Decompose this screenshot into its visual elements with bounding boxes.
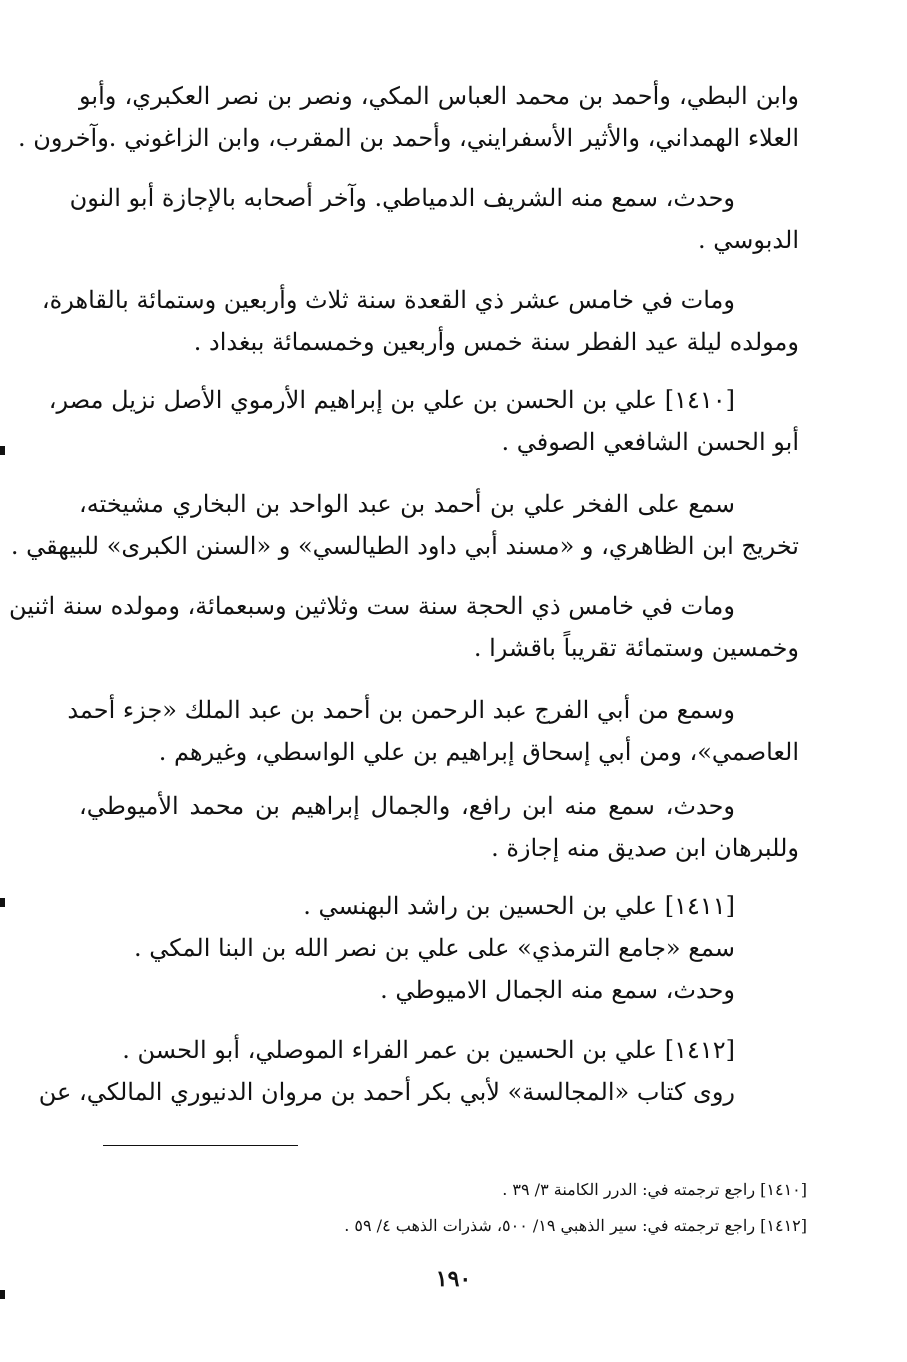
scan-edge-mark [0,898,5,907]
text-line: العلاء الهمداني، والأثير الأسفرايني، وأحمد بن المقرب، وابن الزاغوني .وآخرون . [18,124,799,152]
text-line: وللبرهان ابن صديق منه إجازة . [491,834,799,862]
text-line: ومولده ليلة عيد الفطر سنة خمس وأربعين وخمسمائة ببغداد . [193,328,799,356]
text-line: وحدث، سمع منه ابن رافع، والجمال إبراهيم بن محمد الأميوطي، [79,792,735,820]
text-line: وخمسين وستمائة تقريباً باقشرا . [473,634,799,662]
entry-heading-1410: [١٤١٠] علي بن الحسن بن علي بن إبراهيم الأرموي الأصل نزيل مصر، [48,386,735,414]
footnote-separator [103,1145,298,1146]
text-line: ومات في خامس عشر ذي القعدة سنة ثلاث وأربعين وستمائة بالقاهرة، [41,286,735,314]
text-line: وحدث، سمع منه الشريف الدمياطي. وآخر أصحابه بالإجازة أبو النون [69,184,735,212]
text-line: وحدث، سمع منه الجمال الاميوطي . [380,976,735,1004]
text-line: ومات في خامس ذي الحجة سنة ست وثلاثين وسبعمائة، ومولده سنة اثنين [9,592,735,620]
footnote-1410: [١٤١٠] راجع ترجمته في: الدرر الكامنة ٣/ ٣٩ . [502,1180,807,1199]
scan-edge-mark [0,1290,5,1299]
text-line: وابن البطي، وأحمد بن محمد العباس المكي، ونصر بن نصر العكبري، وأبو [79,82,800,110]
text-line: سمع «جامع الترمذي» على علي بن نصر الله بن البنا المكي . [133,934,735,962]
text-line: سمع على الفخر علي بن أحمد بن عبد الواحد بن البخاري مشيخته، [79,490,735,518]
text-line: روى كتاب «المجالسة» لأبي بكر أحمد بن مروان الدنيوري المالكي، عن [38,1078,735,1106]
entry-heading-1411: [١٤١١] علي بن الحسين بن راشد البهنسي . [303,892,735,920]
text-line: أبو الحسن الشافعي الصوفي . [501,428,799,456]
scan-edge-mark [0,446,5,455]
text-line: الدبوسي . [697,226,799,254]
text-line: تخريج ابن الظاهري، و «مسند أبي داود الطيالسي» و «السنن الكبرى» للبيهقي . [10,532,799,560]
text-line: العاصمي»، ومن أبي إسحاق إبراهيم بن علي الواسطي، وغيرهم . [158,738,799,766]
page-number: ١٩٠ [435,1266,472,1292]
footnote-1412: [١٤١٢] راجع ترجمته في: سير الذهبي ١٩/ ٥٠٠، شذرات الذهب ٤/ ٥٩ . [344,1216,807,1235]
entry-heading-1412: [١٤١٢] علي بن الحسين بن عمر الفراء الموصلي، أبو الحسن . [122,1036,735,1064]
text-line: وسمع من أبي الفرج عبد الرحمن بن أحمد بن عبد الملك «جزء أحمد [67,696,735,724]
